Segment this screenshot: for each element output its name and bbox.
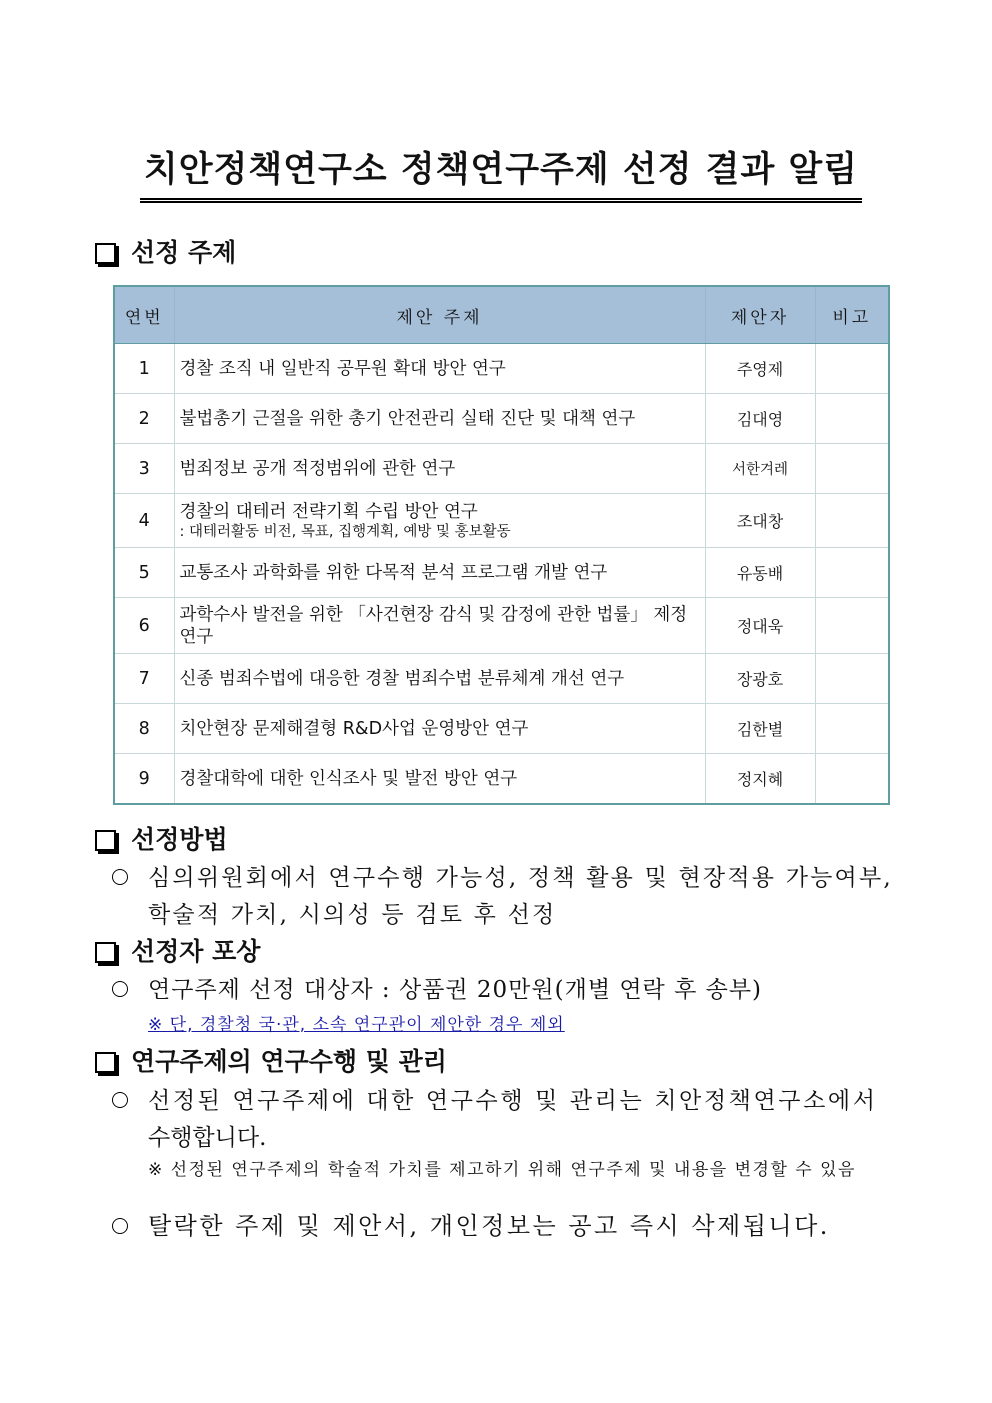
- row-remarks: [815, 654, 889, 704]
- checkbox-icon: [95, 243, 116, 264]
- management-line-2: 수행합니다.: [148, 1125, 267, 1151]
- row-number: 3: [114, 444, 174, 494]
- reward-note: ※ 단, 경찰청 국·관, 소속 연구관이 제안한 경우 제외: [148, 1015, 565, 1035]
- method-line-2: 학술적 가치, 시의성 등 검토 후 선정: [148, 902, 557, 928]
- row-topic: 경찰의 대테러 전략기획 수립 방안 연구: [179, 501, 478, 522]
- table-row: [114, 704, 889, 754]
- header-proposer: 제안자: [705, 286, 815, 344]
- section-heading-label: 선정 주제: [131, 238, 237, 267]
- row-proposer: 김대영: [705, 394, 815, 444]
- row-topic: 불법총기 근절을 위한 총기 안전관리 실태 진단 및 대책 연구: [179, 408, 636, 429]
- checkbox-icon: [95, 1052, 116, 1073]
- row-topic-cell: [174, 598, 705, 654]
- header-remarks: 비고: [815, 286, 889, 344]
- row-topic: 경찰 조직 내 일반직 공무원 확대 방안 연구: [179, 358, 506, 379]
- row-topic-cell: [174, 548, 705, 598]
- checkbox-icon: [95, 830, 116, 851]
- reward-text: 연구주제 선정 대상자 : 상품권 20만원(개별 연락 후 송부): [148, 977, 763, 1003]
- row-remarks: [815, 548, 889, 598]
- row-topic: 교통조사 과학화를 위한 다목적 분석 프로그램 개발 연구: [179, 562, 608, 583]
- row-topic-cell: [174, 394, 705, 444]
- row-topic: 과학수사 발전을 위한 「사건현장 감식 및 감정에 관한 법률」 제정 연구: [179, 604, 688, 647]
- section-heading-label: 선정방법: [131, 825, 228, 854]
- table-row: [114, 344, 889, 394]
- row-topic: 치안현장 문제해결형 R&D사업 운영방안 연구: [179, 718, 529, 739]
- row-remarks: [815, 598, 889, 654]
- row-proposer: 주영제: [705, 344, 815, 394]
- row-proposer: 정지혜: [705, 754, 815, 805]
- section-heading-topics: [95, 237, 236, 269]
- row-proposer: 조대창: [705, 494, 815, 548]
- row-number: 4: [114, 494, 174, 548]
- row-topic: 경찰대학에 대한 인식조사 및 발전 방안 연구: [179, 768, 518, 789]
- row-proposer: 서한겨레: [705, 444, 815, 494]
- row-proposer: 유동배: [705, 548, 815, 598]
- section-heading-management: [95, 1046, 447, 1078]
- table-row: [114, 444, 889, 494]
- method-text: 심의위원회에서 연구수행 가능성, 정책 활용 및 현장적용 가능여부,: [148, 865, 893, 891]
- row-number: 8: [114, 704, 174, 754]
- row-remarks: [815, 754, 889, 805]
- row-proposer: 김한별: [705, 704, 815, 754]
- section-heading-label: 선정자 포상: [131, 937, 261, 966]
- topics-table: [113, 285, 890, 805]
- table-row: [114, 494, 889, 548]
- row-topic-cell: [174, 754, 705, 805]
- row-topic-subtext: : 대테러활동 비전, 목표, 집행계획, 예방 및 홍보활동: [179, 523, 511, 540]
- circle-bullet-icon: [112, 869, 128, 885]
- section-heading-label: 연구주제의 연구수행 및 관리: [131, 1047, 447, 1076]
- row-number: 6: [114, 598, 174, 654]
- page-title: 치안정책연구소 정책연구주제 선정 결과 알림: [140, 148, 862, 203]
- row-remarks: [815, 394, 889, 444]
- section-heading-reward: [95, 936, 260, 968]
- row-remarks: [815, 444, 889, 494]
- row-proposer: 정대욱: [705, 598, 815, 654]
- checkbox-icon: [95, 942, 116, 963]
- row-remarks: [815, 494, 889, 548]
- management-text: 선정된 연구주제에 대한 연구수행 및 관리는 치안정책연구소에서: [148, 1088, 878, 1114]
- circle-bullet-icon: [112, 1218, 128, 1234]
- row-number: 7: [114, 654, 174, 704]
- row-topic-cell: [174, 494, 705, 548]
- row-topic-cell: [174, 444, 705, 494]
- management-line-1: [112, 1083, 912, 1119]
- header-topic: 제안 주제: [174, 286, 705, 344]
- row-number: 5: [114, 548, 174, 598]
- row-topic-cell: [174, 344, 705, 394]
- table-row: [114, 754, 889, 805]
- row-number: 2: [114, 394, 174, 444]
- reward-line: [112, 972, 762, 1008]
- circle-bullet-icon: [112, 1092, 128, 1108]
- row-number: 9: [114, 754, 174, 805]
- row-remarks: [815, 704, 889, 754]
- table-row: [114, 598, 889, 654]
- table-row: [114, 548, 889, 598]
- row-topic-cell: [174, 704, 705, 754]
- row-topic: 범죄정보 공개 적정범위에 관한 연구: [179, 458, 456, 479]
- method-line-1: [112, 860, 912, 896]
- row-number: 1: [114, 344, 174, 394]
- section-heading-method: [95, 824, 228, 856]
- deletion-line: [112, 1208, 830, 1244]
- management-note: ※ 선정된 연구주제의 학술적 가치를 제고하기 위해 연구주제 및 내용을 변경할 수 있음: [148, 1160, 856, 1180]
- table-row: [114, 654, 889, 704]
- row-remarks: [815, 344, 889, 394]
- deletion-text: 탈락한 주제 및 제안서, 개인정보는 공고 즉시 삭제됩니다.: [148, 1212, 830, 1240]
- row-topic: 신종 범죄수법에 대응한 경찰 범죄수법 분류체계 개선 연구: [179, 668, 625, 689]
- header-no: 연번: [114, 286, 174, 344]
- table-row: [114, 394, 889, 444]
- row-topic-cell: [174, 654, 705, 704]
- row-proposer: 장광호: [705, 654, 815, 704]
- table-header-row: [114, 286, 889, 344]
- circle-bullet-icon: [112, 981, 128, 997]
